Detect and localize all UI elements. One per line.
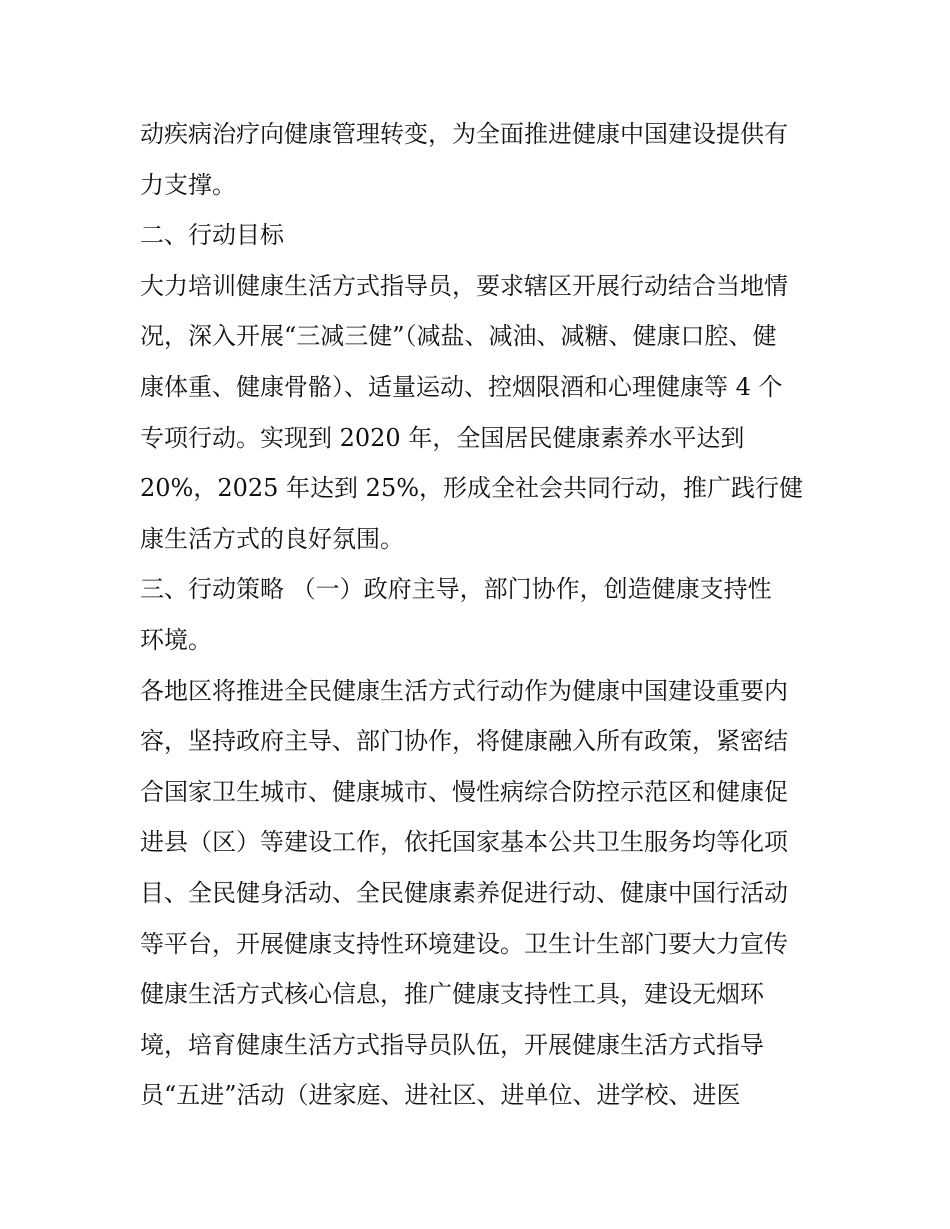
text-line: 合国家卫生城市、健康城市、慢性病综合防控示范区和健康促 (140, 777, 788, 806)
text-line: 容，坚持政府主导、部门协作，将健康融入所有政策，紧密结 (140, 727, 788, 756)
text-line: 进县（区）等建设工作，依托国家基本公共卫生服务均等化项 (140, 828, 788, 857)
text-line: 员“五进”活动（进家庭、进社区、进单位、进学校、进医 (140, 1081, 741, 1110)
text-line: 等平台，开展健康支持性环境建设。卫生计生部门要大力宣传 (140, 929, 788, 958)
text-line: 专项行动。实现到 2020 年，全国居民健康素养水平达到 (140, 423, 745, 452)
section-heading: 二、行动目标 (140, 221, 284, 250)
text-line: 大力培训健康生活方式指导员，要求辖区开展行动结合当地情 (140, 271, 788, 300)
text-line: 动疾病治疗向健康管理转变，为全面推进健康中国建设提供有 (140, 120, 788, 148)
text-line: 康体重、健康骨骼）、适量运动、控烟限酒和心理健康等 4 个 (140, 372, 783, 401)
document-page (140, 109, 820, 1121)
text-line: 各地区将推进全民健康生活方式行动作为健康中国建设重要内 (140, 676, 788, 705)
text-line: 力支撑。 (140, 170, 236, 199)
text-line: 况，深入开展“三减三健”（减盐、减油、减糖、健康口腔、健 (140, 322, 777, 351)
text-line: 环境。 (140, 625, 212, 654)
section-heading: 三、行动策略 （一）政府主导，部门协作，创造健康支持性 (140, 575, 772, 604)
text-line: 境，培育健康生活方式指导员队伍，开展健康生活方式指导 (140, 1030, 764, 1059)
text-line: 康生活方式的良好氛围。 (140, 524, 404, 553)
text-line: 健康生活方式核心信息，推广健康支持性工具，建设无烟环 (140, 980, 764, 1009)
text-line: 目、全民健身活动、全民健康素养促进行动、健康中国行活动 (140, 878, 788, 907)
text-line: 20%，2025 年达到 25%，形成全社会共同行动，推广践行健 (140, 474, 804, 503)
